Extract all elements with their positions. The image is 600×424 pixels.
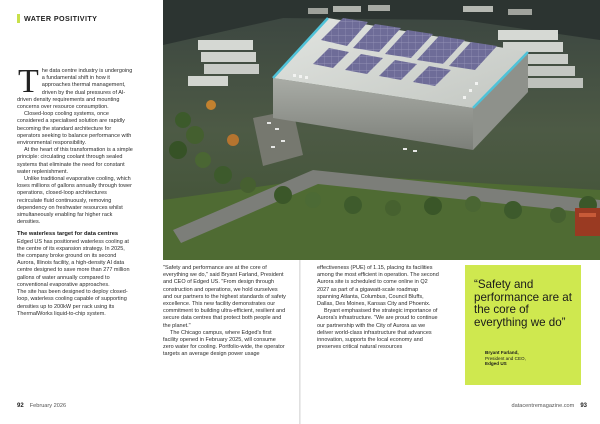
body-paragraph: At the heart of this transformation is a simple principle: circulating coolant through sealed systems that eliminate the need for constant water replenishment. [17,147,133,175]
drop-cap: T [18,63,39,100]
article-column-2 [163,265,286,359]
article-column-3 [317,265,440,351]
site-url: datacentremagazine.com [511,403,575,409]
page-number: 93 [580,403,587,409]
quote-author-title: President and CEO, [485,355,526,361]
subheading: The waterless target for data centres [17,231,119,238]
quote-author-company: Edged US [485,361,507,367]
data-centre-photo [163,0,600,260]
quote-author-name: Bryant Farland, [485,350,519,355]
body-paragraph: Closed-loop cooling systems, once considered a specialised solution are rapidly becoming the standard architecture for operators seeking to balance performance with environmental responsibility. [17,111,132,147]
pull-quote-box [465,265,581,385]
section-label [17,14,97,23]
body-paragraph: The Chicago campus, where Edged's first facility opened in February 2025, will consume zero water for cooling. Portfolio-wide, the operator targets an average design power usage [163,329,285,358]
page-number: 92 [17,403,24,409]
intro-text: he data centre industry is undergoing a fundamental shift in how it approaches thermal management, driven by the dual pressures of AI-driven density requirements and mounting concerns over resource consumption. [17,68,133,111]
article-column-1 [17,63,133,318]
intro-paragraph [17,63,133,111]
issue-date: February 2026 [29,403,67,409]
section-accent-bar [17,14,20,23]
red-structure [575,208,600,236]
body-paragraph: Edged US has positioned waterless cooling at the centre of its expansion strategy. In 2025, the company broke ground on its second Aurora, Illinois facility, a high-density AI data centre designed to save more than 277 million gallons of water annually compared to conventional evaporative approaches. [17,238,130,288]
left-footer [17,403,66,409]
data-centre-illustration [163,0,600,260]
section-label-text: WATER POSITIVITY [24,14,98,23]
pull-quote-attribution [485,350,526,367]
body-paragraph: Unlike traditional evaporative cooling, which loses millions of gallons annually through tower operations, closed-loop architectures recirculate fluid continuously, removing dependency on freshwater resources whilst simultaneously enabling far higher rack densities. [17,176,132,226]
body-paragraph: "Safety and performance are at the core of everything we do," said Bryant Farland, President and CEO of Edged US. "From design through construction and operations, we hold ourselves and our partners to the highest standards of safety excellence. This new facility demonstrates our commitment to building ultra-efficient, resilient and secure data centres that protect both people and the planet." [163,265,286,329]
body-paragraph: The site has been designed to deploy closed-loop, waterless cooling capable of supporting densities up to 200kW per rack using its ThermalWorks liquid-to-chip system. [17,289,128,317]
pull-quote-text: “Safety and performance are at the core of everything we do” [474,278,572,329]
right-footer [512,403,588,409]
body-paragraph: Bryant emphasised the strategic importance of Aurora's infrastructure. "We are proud to continue our partnership with the City of Aurora as we deliver world-class infrastructure that advances innovation, supports the local economy and preserves critical natural resources [317,308,438,351]
body-paragraph: effectiveness (PUE) of 1.15, placing its facilities among the most efficient in operation. The second Aurora site is scheduled to come online in Q2 2027 as part of a gigawatt-scale roadmap spanning Atlanta, Columbus, Council Bluffs, Dallas, Des Moines, Kansas City and Phoenix. [317,265,439,308]
